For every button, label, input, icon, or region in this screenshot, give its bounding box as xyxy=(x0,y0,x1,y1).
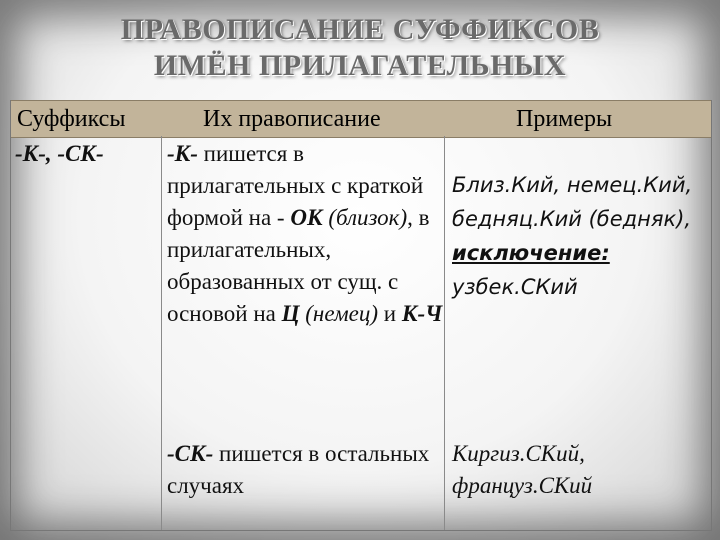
suffix-table xyxy=(10,100,712,531)
column-divider-2 xyxy=(444,136,445,530)
header-examples: Примеры xyxy=(516,106,613,132)
rule-k-kch: К-Ч xyxy=(401,301,443,326)
rule-k-example-2: (немец) xyxy=(305,301,379,326)
example-sk-line-1: Киргиз.СКий, xyxy=(452,441,585,466)
title-line-2: ИМЁН ПРИЛАГАТЕЛЬНЫХ xyxy=(153,49,567,82)
examples-sk-cell xyxy=(452,438,708,502)
rule-k-marker: -К- xyxy=(167,141,198,166)
rule-k-example-1: (близок) xyxy=(322,205,408,230)
header-spelling: Их правописание xyxy=(203,106,381,132)
column-divider-1 xyxy=(161,136,162,530)
suffix-value: -К-, -СК- xyxy=(15,141,104,166)
rule-k-ts: Ц xyxy=(281,301,300,326)
rule-sk-marker: -СК- xyxy=(167,441,214,466)
example-k-line-4: узбек.СКий xyxy=(452,275,578,299)
example-k-line-2: бедняц.Кий (бедняк), xyxy=(452,207,692,231)
suffix-cell xyxy=(15,138,159,170)
rule-sk-text: пишется в остальных случаях xyxy=(167,441,430,498)
rule-sk-cell xyxy=(167,438,443,502)
header-suffixes: Суффиксы xyxy=(17,106,126,132)
example-k-line-1: Близ.Кий, немец.Кий, xyxy=(452,173,693,197)
title-line-1: ПРАВОПИСАНИЕ СУФФИКСОВ xyxy=(120,13,600,46)
examples-k-cell xyxy=(452,168,708,304)
example-sk-line-2: француз.СКий xyxy=(452,473,593,498)
exception-label: исключение: xyxy=(452,241,610,265)
rule-k-text-1: пишется в прилагательных с краткой формой на - xyxy=(167,141,424,230)
slide-title xyxy=(0,12,720,84)
rule-k-cell xyxy=(167,138,443,330)
rule-k-text-2: , в прилагательных, образованных от сущ. с основой на xyxy=(167,205,430,326)
table-header-row xyxy=(11,100,711,138)
rule-k-text-3: и xyxy=(378,301,402,326)
rule-k-ok: ОК xyxy=(290,205,323,230)
